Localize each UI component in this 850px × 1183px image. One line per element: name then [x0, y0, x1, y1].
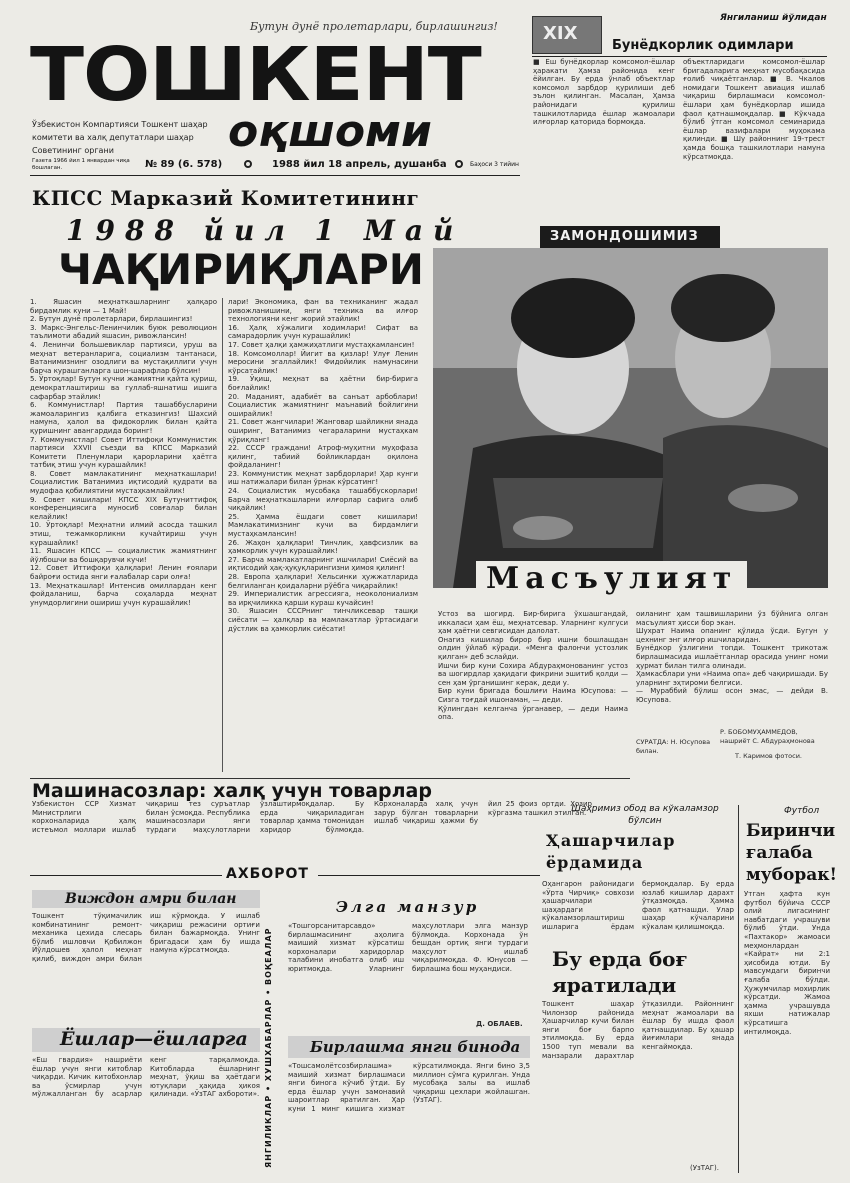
- issue-number: № 89 (6. 578): [145, 159, 223, 170]
- feature-photo: [433, 248, 828, 588]
- akhborot-vertical-rubric: ЯНГИЛИКЛАР • ХУШХАБАРЛАР • ВОҚЕАЛАР: [264, 927, 273, 1168]
- call-headline-1: КПСС Марказий Комитетининг: [32, 186, 420, 210]
- akhborot-rubric: АХБОРОТ: [226, 866, 309, 882]
- feature-col2: оиланинг ҳам ташвишларини ўз бўйнига олган масъулият ҳисси бор экан. Шухрат Наима опанинг қўлида ўсди. Бугун у цехнинг энг илғор ишчиларидан. Бунёдкор ўзлигини топди. Тошкент трикотаж бирлашмасида ишлаётганлар орасида унинг номи ҳурмат билан тилга олинади. Ҳамкасблари уни «Наима опа» деб чақиришади. Бу уларнинг эҳтироми белгиси. — Мураббий бўлиш осон эмас, — дейди В. Юсупова.: [636, 610, 828, 704]
- masthead: [0, 0, 520, 180]
- story4-title: Бирлашма янги бинода: [310, 1038, 521, 1056]
- feature-photo-figures: [433, 248, 828, 588]
- masthead-subtitle: оқшоми: [228, 106, 432, 157]
- feature-rubric: ЗАМОНДОШИМИЗ: [550, 229, 699, 244]
- call-headline-3: ЧАҚИРИҚЛАРИ: [58, 245, 424, 294]
- story1-title: Виждон амри билан: [65, 891, 237, 907]
- gardeners-signature: (ЎзТАГ).: [690, 1164, 720, 1172]
- right-column-divider: [738, 805, 739, 1173]
- dot-separator-2: [455, 160, 463, 168]
- football-body: Ўтган ҳафта кун футбол бўйича СССР олий лигасининг навбатдаги учрашуви бўлиб ўтди. Унда «Пахтакор» жамоаси меҳмонлардан «Кайрат» ни 2:1 ҳисобида ютди. Бу мавсумдаги биринчи ғалаба бўлди. Ҳужумчилар мохирлик кўрсатди. Жамоа ҳамма учрашувда яхши натижалар кўрсатишга интилмоқда.: [744, 890, 830, 1036]
- call-col2: лари! Экономика, фан ва техниканинг жадал ривожланишини, янги техника ва илғор технологияни кенг жорий этайлик! 16. Ҳалқ хўжалиги ходимлари! Сифат ва самарадорлик учун курашайлик! 17. Совет ҳалқи ҳамжиҳатлиги мустаҳкамлансин! 18. Комсомоллар! Йигит ва қизлар! Улуғ Ленин меросини эгаллайлик! Фидойилик намунасини кўрсатайлик! 19. Ўқиш, меҳнат ва ҳаётни бир-бирига боғлайлик! 20. Маданият, адабиёт ва санъат арбоблари! Социалистик жамиятнинг маънавий бойлигини оширайлик! 21. Совет жангчилари! Жанговар шайликни янада оширинг, Ватанимиз чегараларини мустаҳкам қўриқланг! 22. СССР граждани! Атроф-муҳитни муҳофаза қилинг, табиий бойликлардан оқилона фойдаланинг! 23. Коммунистик меҳнат зарбдорлари! Ҳар кунги иш натижалари билан ўрнак кўрсатинг! 24. Социалистик мусобақа ташаббускорлари! Барча меҳнаткашларни илғорлар сафига олиб чиқайлик! 25. Ҳамма ёшдаги совет кишилари! Мамлакатимизнинг кучи ва бирдамлиги мустаҳкамлансин! 26. Жаҳон ҳалқлари! Тинчлик, ҳавфсизлик ва ҳамкорлик учун курашайлик! 27. Барча мамлакатларнинг ишчилари! Сиёсий ва иқтисодий ҳақ-ҳуқуқларингизни ҳимоя қилинг! 28. Европа ҳалқлари! Хельсинки ҳужжатларида белгиланган қоидаларни рўёбга чиқарайлик! 29. Империалистик агрессияга, неоколониализм ва ирқчиликка қарши кураш кучайсин! 30. Яшасин СССРнинг тинчликсевар ташқи сиёсати — ҳалқлар ва мамлакатлар ўртасидаги дўстлик ва ҳамкорлик сиёсати!: [228, 298, 418, 633]
- story2-body: «Ёш гвардия» нашриёти ёшлар учун янги китоблар чиқарди. Кичик китобхонлар ва ўсмирлар учун мўлжалланган бу асарлар кенг тарқалмоқда. Китобларда ёшларнинг меҳнат, ўқиш ва ҳаётдаги ютуқлари ҳақида ҳикоя қилинади. «ЎзТАГ ахбороти».: [32, 1056, 260, 1099]
- call-col1: 1. Яшасин меҳнаткашларнинг ҳалқаро бирдамлик куни — 1 Май! 2. Бутун дунё пролетарлари, бирлашингиз! 3. Маркс-Энгельс-Ленинчилик буюк революцион таълимоти абадий яшасин, ривожлансин! 4. Ленинчи большевиклар партияси, уруш ва меҳнат ветеранларига, социализм тантанаси, Ватанимизнинг озодлиги ва мустақиллиги учун барча курашганларга шон-шарафлар бўлсин! 5. Ўртоқлар! Бутун кучни жамиятни қайта қуриш, демократлаштириш ва гуллаб-яшнатиш ишига сафарбар этайлик! 6. Коммунистлар! Партия ташаббусларини жамоаларингиз қалбига етказингиз! Шахсий намуна, ҳалол ва фидокорлик билан қайта қуришнинг авангардида боринг! 7. Коммунистлар! Совет Иттифоқи Коммунистик партияси XXVII съезди ва КПСС Марказий Комитети Пленумлари қарорларини ҳаётга татбиқ этиш учун курашайлик! 8. Совет мамлакатининг меҳнаткашлари! Социалистик Ватанимиз иқтисодий қудрати ва мудофаа қобилиятини мустаҳкамлайлик! 9. Совет кишилари! КПСС XIX Бутуниттифоқ конференциясига муносиб совғалар билан келайлик! 10. Ўртоқлар! Меҳнатни илмий асосда ташкил этиш, тежамкорликни кучайтириш учун курашайлик! 11. Яшасин КПСС — социалистик жамиятнинг йўлбошчи ва бошқарувчи кучи! 12. Совет Иттифоқи ҳалқлари! Ленин ғоялари байроғи остида янги ғалабалар сари олға! 13. Меҳнаткашлар! Интенсив омиллардан кенг фойдаланиш, барча соҳаларда меҳнат унумдорлигини ошириш учун курашайлик!: [30, 298, 217, 607]
- masthead-rule: [30, 175, 520, 176]
- story4-body: «Тошсамолётсозбирлашма» маиший хизмат бирлашмаси янги бинога кўчиб ўтди. Бу ерда ёшлар учун замонавий шароитлар яратилган. Ҳар куни 1 минг кишига хизмат кўрсатилмоқда. Янги бино 3,5 миллион сўмга қурилган. Унда мусобақа залы ва ишлаб чиқариш цехлари жойлашган. (ЎзТАГ).: [288, 1062, 530, 1113]
- top-story-col2: объектларидаги комсомол-ёшлар бригадаларига меҳнат мусобақасида ғолиб чиқаётганлар. ■ В. Чкалов номидаги Тошкент авиация ишлаб чиқариш бирлашмаси комсомол-ёшлари ҳам бунёдкорлар ишида фаол қатнашмоқдалар. ■ Кўкчада бўлиб ўтган комсомол семинарида ёшлар вазифалари муҳокама қилинди. ■ Шу районнинг 19-трест ҳамда бошқа ташкилотлари намуна кўрсатмоқда.: [683, 58, 825, 161]
- publisher-line: Ўзбекистон Компартияси Тошкент шаҳар комитети ва халқ депутатлари шаҳар Советининг органи: [32, 120, 208, 155]
- gardeners-title-2: Бу ерда боғ яратилади: [552, 947, 688, 997]
- call-col-divider: [222, 298, 223, 772]
- feature-col1: Устоз ва шогирд. Бир-бирига ўхшашгандай, иккаласи ҳам ёш, меҳнатсевар. Уларнинг кулгуси ҳам ҳаётни севгисидан далолат. Онагиз кишилар бирор бир ишни бошлашдан олдин ўйлаб кўради. «Менга фалончи устозлик қилган» деб эслайди. Ишчи бир куни Сохира Абдураҳмонованинг устоз ва шогирдлар ҳақидаги фикрини эшитиб қолди — сен ҳам ўрганишинг керак, деди у. Бир куни бригада бошлиғи Наима Юсупова: — Сизга тоғдай ишонаман, — деди. Қўлингдан келганча ўрганавер, — деди Наима опа.: [438, 610, 628, 722]
- call-headline-2: 1988 йил 1 Май: [66, 214, 464, 247]
- dot-separator-1: [244, 160, 252, 168]
- xix-badge: XIX: [532, 16, 602, 54]
- gardeners-body-2: Тошкент шаҳар Чилонзор районида Ҳашарчилар кучи билан янги боғ барпо этилмоқда. Бу ерда 1500 туп мевали ва манзарали дарахтлар ўтқазилди. Районнинг меҳнат жамоалари ва ёшлар бу ишда фаол қатнашдилар. Бу ҳашар йиғимлари янада кенгаймоқда.: [542, 1000, 734, 1060]
- story3-title: Элга манзур: [336, 898, 480, 916]
- top-story-headline: Бунёдкорлик одимлари: [612, 38, 794, 53]
- price: Баҳоси 3 тийин: [470, 161, 519, 168]
- football-rubric: Футбол: [784, 806, 820, 816]
- top-story-rule: [532, 56, 827, 57]
- top-story-col1: ■ Ёш бунёдкорлар комсомол-ёшлар ҳаракати Ҳамза районида кенг ёйилган. Бу ерда ўнлаб объектлар комсомол зарбдор қурилиши деб эълон қилинган. Масалан, Ҳамза районидаги қурилиш ташкилотларида ёшлар жамоалари илғорлар қаторида бормоқда.: [533, 58, 675, 127]
- founded-note: Газета 1966 йил 1 январдан чиқа бошлаган.: [32, 158, 130, 171]
- gardeners-rubric: Шаҳримиз обод ва кўкаламзор бўлсин: [571, 804, 719, 826]
- story3-body: «Тошгорсанитарсавдо» бирлашмасининг аҳолига маиший хизмат кўрсатиш корхоналари харидорлар талабини инобатга олиб иш юритмоқда. Уларнинг маҳсулотлари элга манзур бўлмоқда. Корхонада ўн бешдан ортиқ янги турдаги маҳсулот ишлаб чиқарилмоқда. Ф. Юнусов — бирлашма бош муҳандиси.: [288, 922, 528, 973]
- story1-body: Тошкент тўқимачилик комбинатининг ремонт-механика цехида слесарь бўлиб ишловчи Қобилжон Йўлдошев ҳалол меҳнат қилиб, виждон амри билан иш кўрмоқда. У ишлаб чиқариш режасини ортиғи билан бажармоқда. Унинг бригадаси ҳам бу ишда намуна кўрсатмоқда.: [32, 912, 260, 963]
- machines-rule-top: [30, 778, 630, 779]
- masthead-slogan: Бутун дунё пролетарлари, бирлашингиз!: [250, 20, 498, 33]
- rubric-sidebar: Янгиланиш йўлидан: [720, 13, 827, 23]
- feature-signature: Р. БОБОМУҲАММЕДОВ, нашриёт С. Абдураҳмонова: [720, 728, 815, 745]
- feature-photo-caption: СУРАТДА: Н. Юсупова билан.: [636, 738, 711, 755]
- machines-body: Ўзбекистон ССР Хизмат Министрлиги корхоналарида ҳалқ истеъмол моллари ишлаб чиқариш тез суръатлар билан ўсмоқда. Республика машинасозлари янги турдаги маҳсулотларни ўзлаштирмоқдалар. Бу ерда чиқариладиган товарлар ҳамма томонидан харидор бўлмоқда. Корхоналарда халқ учун зарур бўлган товарларни ишлаб чиқариш ҳажми бу йил 25 фоиз ортди. Ҳозир кўргазма ташкил этилган.: [32, 800, 592, 834]
- gardeners-body: Оҳангарон районидаги «Ўрта Чирчиқ» совхози ҳашарчилари шаҳардаги кўкаламзорлаштириш ишларига ёрдам бермоқдалар. Бу ерда юзлаб кишилар дарахт ўтқазмоқда. Ҳамма фаол қатнашди. Улар шаҳар кўчаларини кўкалам қилишмоқда.: [542, 880, 734, 931]
- feature-photo-credit: Т. Каримов фотоси.: [735, 752, 802, 760]
- issue-date: 1988 йил 18 апрель, душанба: [272, 159, 447, 170]
- story2-title: Ёшлар—ёшларга: [60, 1028, 248, 1050]
- feature-title: Масъулият: [476, 561, 747, 596]
- football-title: Биринчи ғалаба муборак!: [746, 821, 837, 885]
- masthead-title: ТОШКЕНТ: [30, 32, 481, 118]
- story3-signature: Д. ОБЛАЕВ.: [476, 1020, 523, 1028]
- gardeners-title: Ҳашарчилар ёрдамида: [546, 831, 676, 872]
- machines-headline: Машинасозлар: халқ учун товарлар: [32, 780, 432, 802]
